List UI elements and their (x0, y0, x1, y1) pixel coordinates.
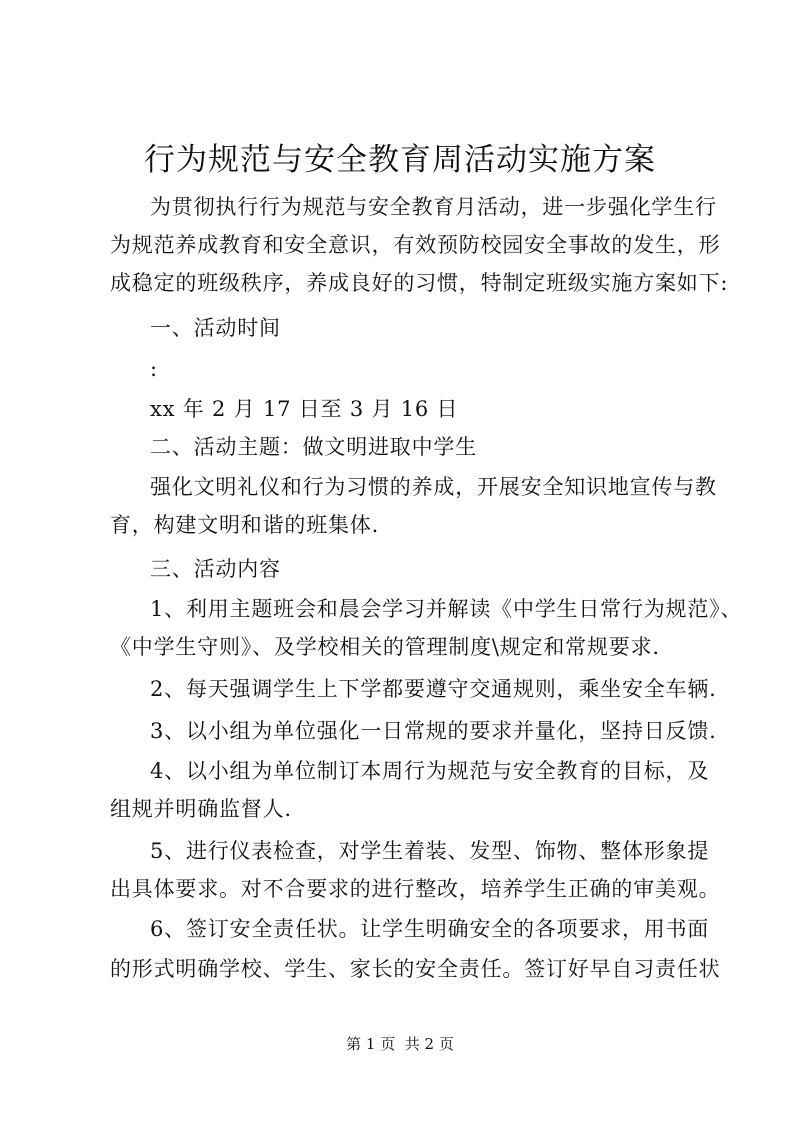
list-item-line: 6、签订安全责任状。让学生明确安全的各项要求，用书面 (150, 917, 710, 941)
paragraph-line: 强化文明礼仪和行为习惯的养成，开展安全知识地宣传与教 (150, 475, 717, 499)
list-item-line: 2、每天强调学生上下学都要遵守交通规则，乘坐安全车辆. (150, 677, 717, 701)
section-heading: 一、活动时间 (150, 316, 281, 340)
list-item-line: 1、利用主题班会和晨会学习并解读《中学生日常行为规范》、 (150, 597, 743, 621)
date-range: xx 年 2 月 17 日至 3 月 16 日 (150, 397, 459, 421)
paragraph-line: 为贯彻执行行为规范与安全教育月活动，进一步强化学生行 (150, 195, 717, 219)
page-number-footer: 第 1 页 共 2 页 (346, 1035, 454, 1053)
list-item-line: 组规并明确监督人. (110, 797, 292, 821)
paragraph-line: 育，构建文明和谐的班集体. (110, 513, 380, 537)
list-item-line: 3、以小组为单位强化一日常规的要求并量化，坚持日反馈. (150, 719, 717, 743)
list-item-line: 的形式明确学校、学生、家长的安全责任。签订好早自习责任状 (110, 957, 721, 981)
list-item-line: 出具体要求。对不合要求的进行整改，培养学生正确的审美观。 (110, 877, 721, 901)
section-heading: 二、活动主题：做文明进取中学生 (150, 435, 477, 459)
list-item-line: 《中学生守则》、及学校相关的管理制度\规定和常规要求. (110, 635, 660, 659)
section-heading: 三、活动内容 (150, 557, 281, 581)
list-item-line: 5、进行仪表检查，对学生着装、发型、饰物、整体形象提 (150, 839, 710, 863)
document-title: 行为规范与安全教育周活动实施方案 (144, 142, 656, 178)
paragraph-line: 成稳定的班级秩序，养成良好的习惯，特制定班级实施方案如下: (110, 271, 729, 295)
paragraph-line: 为规范养成教育和安全意识，有效预防校园安全事故的发生，形 (110, 233, 721, 257)
list-item-line: 4、以小组为单位制订本周行为规范与安全教育的目标，及 (150, 759, 710, 783)
paragraph-line: : (150, 357, 158, 381)
